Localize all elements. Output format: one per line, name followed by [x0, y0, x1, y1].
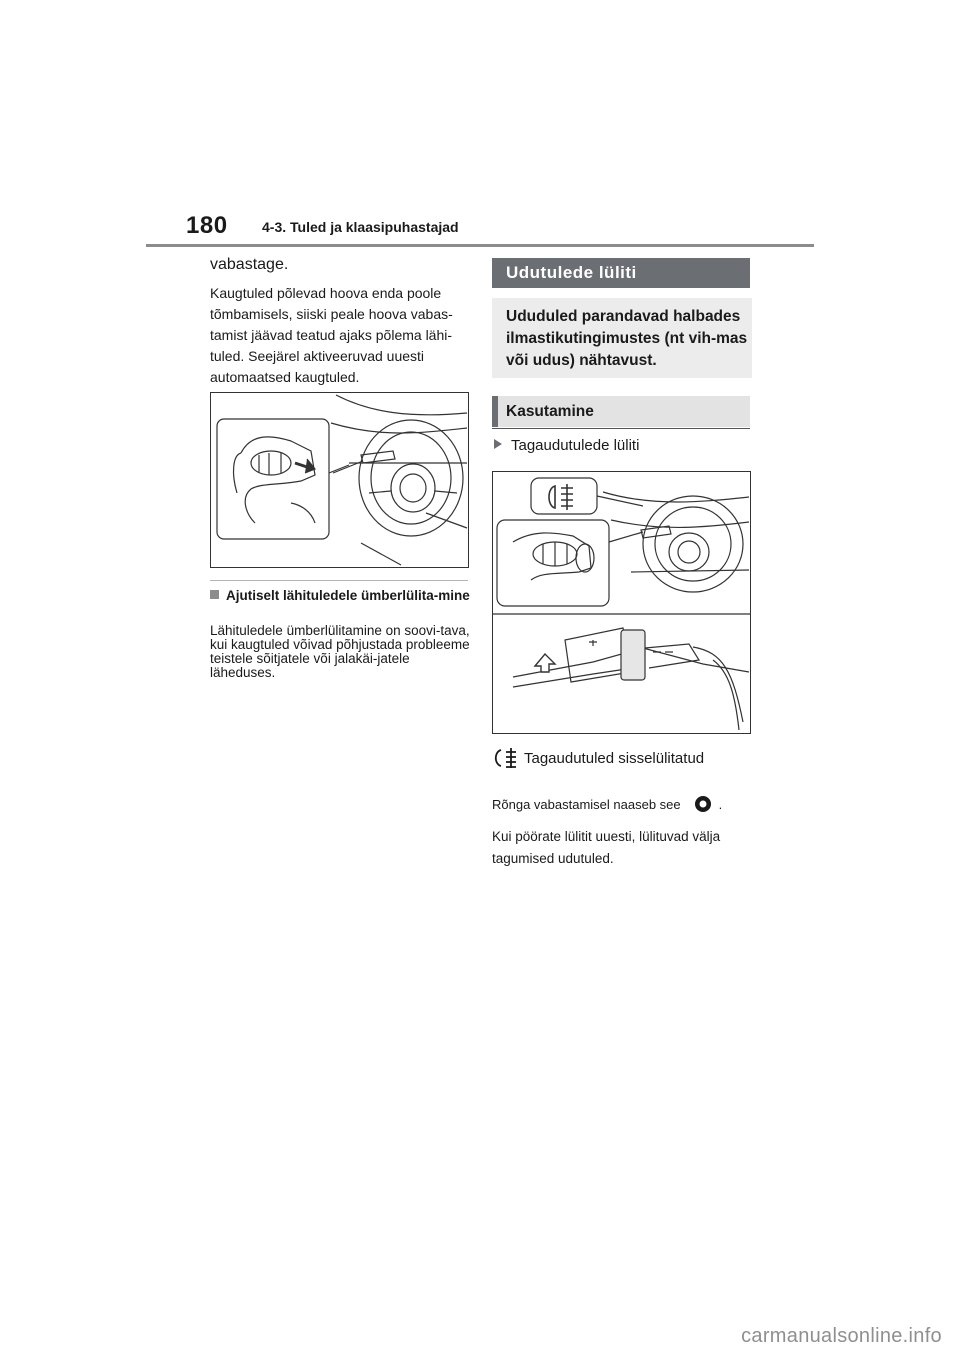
illustration-fog-switch: [492, 471, 751, 734]
header-divider: [146, 244, 814, 247]
sub-banner: Kasutamine: [492, 396, 750, 427]
paragraph-turn-again: Kui pöörate lülitit uuesti, lülituvad välja tagumised udutuled.: [492, 829, 721, 866]
bullet-rear-fog-switch: Tagaudutulede lüliti: [494, 437, 639, 454]
square-bullet-icon: [210, 590, 219, 599]
section-banner: Udutulede lüliti: [492, 258, 750, 288]
page-number: 180: [186, 212, 228, 239]
legend-rear-fog-on: Tagaudutuled sisselülitatud: [492, 747, 704, 769]
section-title: 4-3. Tuled ja klaasipuhastajad: [262, 219, 459, 235]
paragraph-subtext: Lähituledele ümberlülitamine on soovi-tava, kui kaugtuled võivad põhjustada probleeme teistele sõitjatele või jalakäi-jatele läheduses.: [210, 623, 470, 680]
illustration-steering-lever: [210, 392, 469, 568]
paragraph-lead: vabastage.: [210, 256, 289, 273]
subheading-temporary-switch: Ajutiselt lähituledele ümberlülita-mine: [210, 588, 470, 603]
watermark: carmanualsonline.info: [741, 1325, 942, 1347]
intro-box: Ududuled parandavad halbades ilmastikutingimustes (nt vih-mas või udus) nähtavust.: [492, 298, 752, 378]
subsection-divider: [210, 580, 468, 581]
triangle-bullet-icon: [494, 439, 502, 449]
paragraph-ring-release: Rõnga vabastamisel naaseb see .: [492, 794, 722, 814]
sub-banner-divider: [492, 428, 750, 429]
rear-fog-light-icon: [492, 747, 518, 769]
off-position-icon: [693, 794, 713, 814]
paragraph-body: Kaugtuled põlevad hoova enda poole tõmbamisels, siiski peale hoova vabas-tamist jäävad teatud ajaks põlema lähi-tuled. Seejärel aktiveeruvad uuesti automaatsed kaugtuled.: [210, 285, 453, 385]
